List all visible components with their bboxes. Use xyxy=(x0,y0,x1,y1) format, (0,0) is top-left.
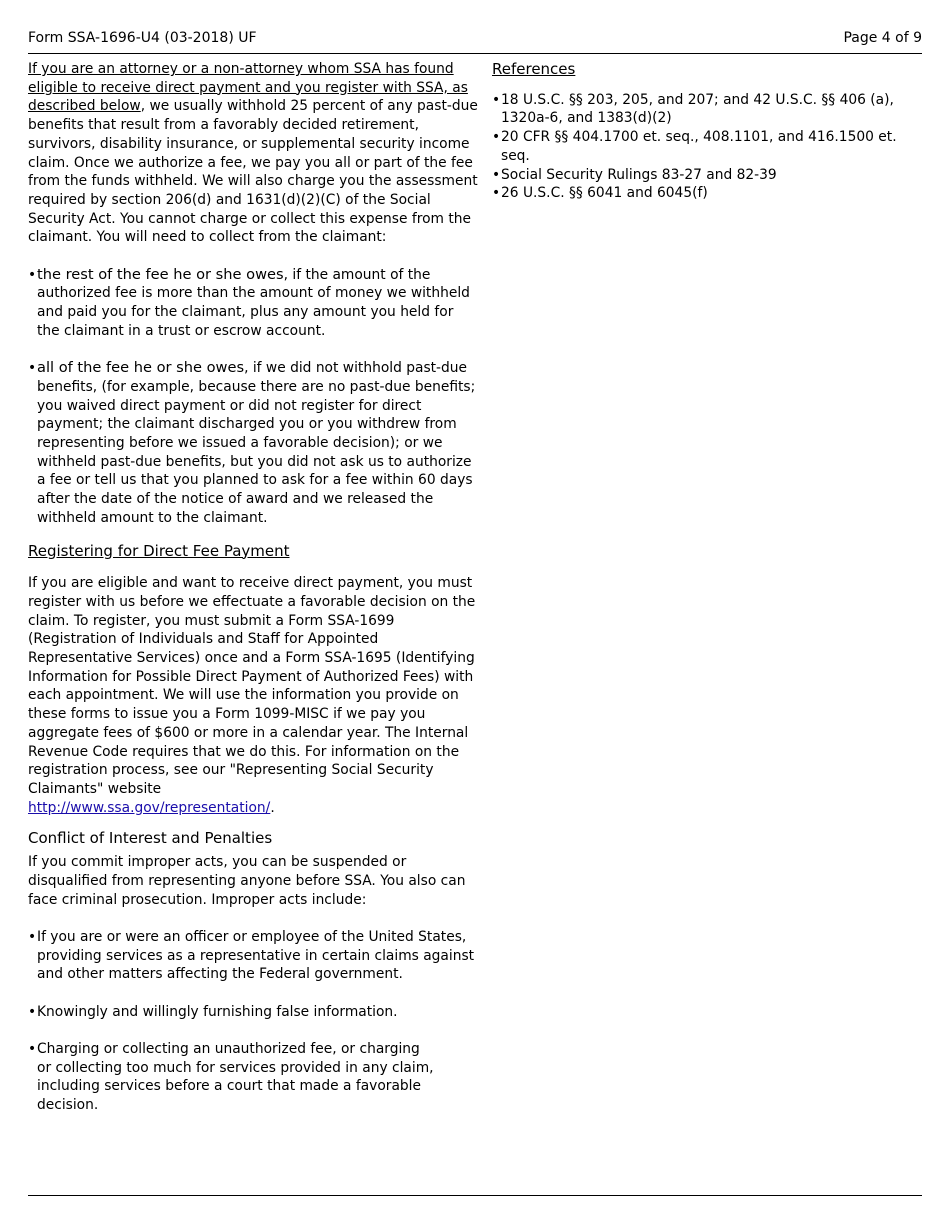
bullet-text: If you are or were an officer or employee of the United States, providing services as a representative in certain claims against and other matters affecting the Federal government. xyxy=(37,928,475,983)
intro-paragraph xyxy=(28,60,478,247)
reference-item xyxy=(492,91,922,128)
bullet-dot: • xyxy=(492,166,501,183)
bullet-dot: • xyxy=(492,129,501,146)
intro-text: , we usually withhold 25 percent of any past-due benefits that result from a favorably decided retirement, survivors, disability insurance, or supplemental security income claim. Once we authorize a fee, we pay you all or part of the fee from the funds withheld. We will also charge you the assessment required by section 206(d) and 1631(d)(2)(C) of the Social Security Act. You cannot charge or collect this expense from the claimant. You will need to collect from the claimant: xyxy=(28,98,478,246)
reference-text: 26 U.S.C. §§ 6041 and 6045(f) xyxy=(501,185,708,202)
bullet-dot: • xyxy=(492,91,501,108)
right-column xyxy=(492,60,922,203)
conflict-heading: Conflict of Interest and Penalties xyxy=(28,829,273,848)
reference-text: 18 U.S.C. §§ 203, 205, and 207; and 42 U.S.C. §§ 406 (a), 1320a-6, and 1383(d)(2) xyxy=(501,91,894,127)
page-header xyxy=(28,30,922,46)
fee-bullet-rest xyxy=(28,266,478,341)
page-number: Page 4 of 9 xyxy=(843,30,922,46)
bullet-dot: • xyxy=(28,1041,37,1058)
references-heading: References xyxy=(492,60,576,78)
registering-text: If you are eligible and want to receive direct payment, you must register with us before we effectuate a favorable decision on the claim. To register, you must submit a Form SSA-1699 (Registration of Individuals and Staff for Appointed Representative Services) once and a Form SSA-1695 (Identifying Information for Possible Direct Payment of Authorized Fees) with each appointment. We will use the information you provide on these forms to issue you a Form 1099-MISC if we pay you aggregate fees of $600 or more in a calendar year. The Internal Revenue Code requires that we do this. For information on the registration process, see our "Representing Social Security Claimants" website xyxy=(28,575,476,797)
bullet-dot: • xyxy=(28,360,37,377)
reference-text: Social Security Rulings 83-27 and 82-39 xyxy=(501,166,777,183)
reference-item xyxy=(492,128,922,165)
reference-text: 20 CFR §§ 404.1700 et. seq., 408.1101, and 416.1500 et. seq. xyxy=(501,129,897,164)
conflict-bullet xyxy=(28,928,478,984)
references-list xyxy=(492,91,922,203)
bullet-lead: all of the fee he or she owes xyxy=(37,359,245,377)
conflict-bullet xyxy=(28,1040,438,1115)
form-id: Form SSA-1696-U4 (03-2018) UF xyxy=(28,30,257,46)
conflict-bullet xyxy=(28,1003,478,1022)
intro-underlined-text: If you are an attorney or a non-attorney whom SSA has found eligible to receive direct payment and you register with SSA, as described below xyxy=(28,61,468,115)
reference-item xyxy=(492,184,922,203)
left-column xyxy=(28,60,478,1115)
representation-link[interactable]: http://www.ssa.gov/representation/ xyxy=(28,799,271,816)
bullet-lead: the rest of the fee he or she owes xyxy=(37,265,284,283)
bullet-text: Knowingly and willingly furnishing false information. xyxy=(37,1003,398,1020)
bullet-text: Charging or collecting an unauthorized fee, or charging or collecting too much for services provided in any claim, including services before a court that made a favorable decision. xyxy=(37,1041,434,1114)
registering-heading: Registering for Direct Fee Payment xyxy=(28,541,290,560)
bullet-dot: • xyxy=(28,1003,37,1020)
registering-paragraph: If you are eligible and want to receive direct payment, you must register with us before we effectuate a favorable decision on the claim. To register, you must submit a Form SSA-1699 (Registration of Individuals and Staff for Appointed Representative Services) once and a Form SSA-1695 (Identifying Information for Possible Direct Payment of Authorized Fees) with each appointment. We will use the information you provide on these forms to issue you a Form 1099-MISC if we pay you aggregate fees of $600 or more in a calendar year. The Internal Revenue Code requires that we do this. For information on the registration process, see our "Representing Social Security Claimants" website http://www.ssa.gov/representation/. xyxy=(28,575,476,816)
bullet-text: , if we did not withhold past-due benefits, (for example, because there are no past-due benefits; you waived direct payment or did not register for direct payment; the claimant discharged you or you withdrew from representing before we issued a favorable decision); or we withheld past-due benefits, but you did not ask us to authorize a fee or tell us that you planned to ask for a fee within 60 days after the date of the notice of award and we released the withheld amount to the claimant. xyxy=(37,360,476,526)
fee-bullet-all xyxy=(28,359,478,527)
bullet-dot: • xyxy=(492,185,501,202)
conflict-paragraph: If you commit improper acts, you can be suspended or disqualified from representing anyone before SSA. You also can face criminal prosecution. Improper acts include: xyxy=(28,854,466,908)
bullet-dot: • xyxy=(28,266,37,283)
header-rule xyxy=(28,53,922,54)
bullet-dot: • xyxy=(28,928,37,945)
bullet-text: , if the amount of the authorized fee is more than the amount of money we withheld and paid you for the claimant, plus any amount you held for the claimant in a trust or escrow account. xyxy=(37,266,470,339)
reference-item xyxy=(492,166,922,185)
footer-rule xyxy=(28,1195,922,1196)
